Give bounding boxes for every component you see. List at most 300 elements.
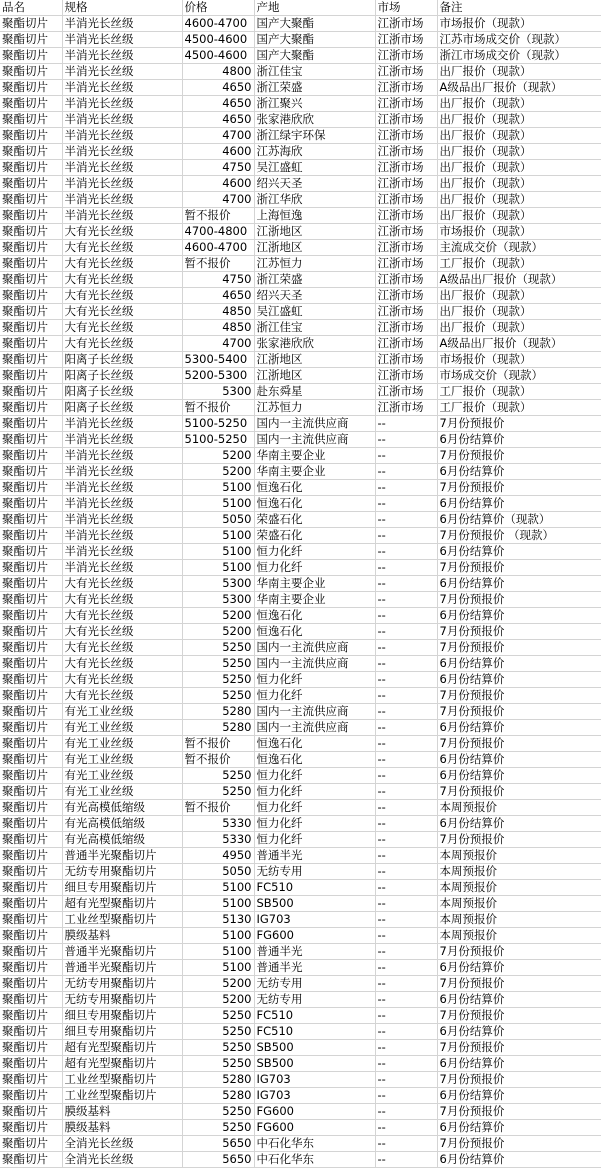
product-name-cell: 聚酯切片 (0, 1008, 62, 1024)
specification-cell: 有光工业丝级 (62, 704, 182, 720)
specification-cell: 半消光长丝级 (62, 480, 182, 496)
table-row (0, 688, 601, 704)
product-name-cell: 聚酯切片 (0, 272, 62, 288)
remarks-cell: 出厂报价（现款） (437, 128, 601, 144)
specification-cell: 普通半光聚酯切片 (62, 848, 182, 864)
price-cell: 4700 (182, 336, 254, 352)
price-cell: 4650 (182, 112, 254, 128)
remarks-cell: 7月份预报价 (437, 1072, 601, 1088)
price-cell: 4800 (182, 64, 254, 80)
remarks-cell: 6月份结算价 (437, 768, 601, 784)
price-cell: 4600 (182, 144, 254, 160)
remarks-cell: 7月份预报价 (437, 704, 601, 720)
remarks-cell: 本周预报价 (437, 896, 601, 912)
origin-cell: 浙江绿宇环保 (254, 128, 375, 144)
product-name-cell: 聚酯切片 (0, 800, 62, 816)
market-cell: -- (375, 896, 437, 912)
remarks-cell: 6月份结算价 (437, 720, 601, 736)
origin-cell: 国产大聚酯 (254, 16, 375, 32)
market-cell: -- (375, 944, 437, 960)
remarks-cell: 7月份预报价 (437, 1008, 601, 1024)
remarks-cell: 7月份预报价 (437, 560, 601, 576)
market-cell: -- (375, 592, 437, 608)
market-cell: 江浙市场 (375, 16, 437, 32)
remarks-cell: 7月份预报价 (437, 640, 601, 656)
price-cell: 5100 (182, 480, 254, 496)
market-cell: 江浙市场 (375, 240, 437, 256)
price-cell: 5250 (182, 1120, 254, 1136)
product-name-cell: 聚酯切片 (0, 1152, 62, 1168)
table-row (0, 1088, 601, 1104)
specification-cell: 有光高模低缩级 (62, 800, 182, 816)
table-row (0, 752, 601, 768)
table-row (0, 1040, 601, 1056)
price-cell: 5130 (182, 912, 254, 928)
product-name-cell: 聚酯切片 (0, 1104, 62, 1120)
table-row (0, 1024, 601, 1040)
table-row (0, 912, 601, 928)
origin-cell: IG703 (254, 1088, 375, 1104)
market-cell: -- (375, 800, 437, 816)
origin-cell: 荣盛石化 (254, 512, 375, 528)
remarks-cell: 7月份预报价 (437, 1040, 601, 1056)
specification-cell: 半消光长丝级 (62, 176, 182, 192)
price-cell: 5250 (182, 1040, 254, 1056)
product-name-cell: 聚酯切片 (0, 688, 62, 704)
remarks-cell: 7月份预报价 （现款） (437, 528, 601, 544)
price-cell: 5250 (182, 656, 254, 672)
remarks-cell: 市场成交价（现款） (437, 368, 601, 384)
table-row (0, 896, 601, 912)
market-cell: -- (375, 816, 437, 832)
market-cell: -- (375, 544, 437, 560)
product-name-cell: 聚酯切片 (0, 656, 62, 672)
remarks-cell: 本周预报价 (437, 880, 601, 896)
origin-cell: FG600 (254, 1104, 375, 1120)
specification-cell: 全消光长丝级 (62, 1136, 182, 1152)
product-name-cell: 聚酯切片 (0, 208, 62, 224)
market-cell: 江浙市场 (375, 224, 437, 240)
specification-cell: 普通半光聚酯切片 (62, 944, 182, 960)
origin-cell: 江苏恒力 (254, 256, 375, 272)
table-row (0, 528, 601, 544)
table-row (0, 656, 601, 672)
specification-cell: 阳离子长丝级 (62, 352, 182, 368)
origin-cell: 无纺专用 (254, 976, 375, 992)
remarks-cell: 本周预报价 (437, 800, 601, 816)
market-cell: 江浙市场 (375, 384, 437, 400)
market-cell: -- (375, 656, 437, 672)
price-cell: 5200 (182, 624, 254, 640)
specification-cell: 普通半光聚酯切片 (62, 960, 182, 976)
product-name-cell: 聚酯切片 (0, 144, 62, 160)
price-cell: 5200 (182, 448, 254, 464)
market-cell: 江浙市场 (375, 320, 437, 336)
price-cell: 5250 (182, 1024, 254, 1040)
remarks-cell: 6月份结算价 (437, 432, 601, 448)
table-row (0, 992, 601, 1008)
specification-cell: 半消光长丝级 (62, 544, 182, 560)
origin-cell: 中石化华东 (254, 1136, 375, 1152)
specification-cell: 有光高模低缩级 (62, 832, 182, 848)
product-name-cell: 聚酯切片 (0, 224, 62, 240)
specification-cell: 大有光长丝级 (62, 240, 182, 256)
table-row (0, 496, 601, 512)
table-row (0, 864, 601, 880)
table-row (0, 96, 601, 112)
origin-cell: FC510 (254, 1008, 375, 1024)
specification-cell: 无纺专用聚酯切片 (62, 992, 182, 1008)
product-name-cell: 聚酯切片 (0, 768, 62, 784)
origin-cell: 绍兴天圣 (254, 176, 375, 192)
market-cell: -- (375, 1136, 437, 1152)
product-name-cell: 聚酯切片 (0, 912, 62, 928)
origin-cell: 恒力化纤 (254, 832, 375, 848)
price-cell: 5300-5400 (182, 352, 254, 368)
specification-cell: 大有光长丝级 (62, 224, 182, 240)
product-name-cell: 聚酯切片 (0, 608, 62, 624)
price-cell: 暂不报价 (182, 800, 254, 816)
table-row (0, 880, 601, 896)
product-name-cell: 聚酯切片 (0, 128, 62, 144)
remarks-cell: A级品出厂报价（现款） (437, 272, 601, 288)
table-row (0, 304, 601, 320)
table-row (0, 192, 601, 208)
table-row (0, 16, 601, 32)
specification-cell: 超有光型聚酯切片 (62, 1040, 182, 1056)
table-row (0, 1136, 601, 1152)
price-cell: 4700-4800 (182, 224, 254, 240)
product-name-cell: 聚酯切片 (0, 160, 62, 176)
remarks-cell: 出厂报价（现款） (437, 304, 601, 320)
header-remarks: 备注 (437, 0, 601, 16)
product-name-cell: 聚酯切片 (0, 1136, 62, 1152)
origin-cell: 华南主要企业 (254, 448, 375, 464)
origin-cell: 国内一主流供应商 (254, 704, 375, 720)
specification-cell: 半消光长丝级 (62, 416, 182, 432)
origin-cell: 普通半光 (254, 944, 375, 960)
table-row (0, 640, 601, 656)
price-cell: 5100 (182, 560, 254, 576)
market-cell: 江浙市场 (375, 352, 437, 368)
market-cell: 江浙市场 (375, 304, 437, 320)
product-name-cell: 聚酯切片 (0, 528, 62, 544)
table-row (0, 400, 601, 416)
header-origin: 产地 (254, 0, 375, 16)
table-row (0, 928, 601, 944)
remarks-cell: 7月份预报价 (437, 736, 601, 752)
price-cell: 5100-5250 (182, 416, 254, 432)
remarks-cell: 出厂报价（现款） (437, 112, 601, 128)
product-name-cell: 聚酯切片 (0, 240, 62, 256)
price-cell: 5300 (182, 576, 254, 592)
price-cell: 暂不报价 (182, 736, 254, 752)
price-cell: 4750 (182, 272, 254, 288)
remarks-cell: 7月份预报价 (437, 944, 601, 960)
market-cell: -- (375, 1152, 437, 1168)
specification-cell: 半消光长丝级 (62, 96, 182, 112)
product-name-cell: 聚酯切片 (0, 64, 62, 80)
market-cell: 江浙市场 (375, 288, 437, 304)
origin-cell: 江浙地区 (254, 368, 375, 384)
market-cell: -- (375, 448, 437, 464)
product-name-cell: 聚酯切片 (0, 944, 62, 960)
table-row (0, 544, 601, 560)
specification-cell: 有光工业丝级 (62, 784, 182, 800)
price-cell: 5300 (182, 384, 254, 400)
remarks-cell: 6月份结算价 (437, 752, 601, 768)
market-cell: 江浙市场 (375, 176, 437, 192)
specification-cell: 半消光长丝级 (62, 32, 182, 48)
table-row (0, 176, 601, 192)
price-cell: 4950 (182, 848, 254, 864)
product-name-cell: 聚酯切片 (0, 432, 62, 448)
specification-cell: 半消光长丝级 (62, 448, 182, 464)
header-row (0, 0, 601, 16)
remarks-cell: 工厂报价（现款） (437, 384, 601, 400)
origin-cell: 恒逸石化 (254, 624, 375, 640)
market-cell: -- (375, 496, 437, 512)
table-row (0, 288, 601, 304)
product-name-cell: 聚酯切片 (0, 752, 62, 768)
specification-cell: 大有光长丝级 (62, 672, 182, 688)
specification-cell: 半消光长丝级 (62, 496, 182, 512)
product-name-cell: 聚酯切片 (0, 112, 62, 128)
product-name-cell: 聚酯切片 (0, 960, 62, 976)
market-cell: -- (375, 1040, 437, 1056)
product-name-cell: 聚酯切片 (0, 464, 62, 480)
remarks-cell: 6月份结算价 (437, 1088, 601, 1104)
product-name-cell: 聚酯切片 (0, 832, 62, 848)
price-cell: 4650 (182, 80, 254, 96)
remarks-cell: 工厂报价（现款） (437, 256, 601, 272)
remarks-cell: 7月份预报价 (437, 784, 601, 800)
specification-cell: 膜级基料 (62, 1120, 182, 1136)
specification-cell: 半消光长丝级 (62, 432, 182, 448)
specification-cell: 超有光型聚酯切片 (62, 896, 182, 912)
remarks-cell: 6月份结算价 (437, 544, 601, 560)
table-row (0, 416, 601, 432)
origin-cell: 浙江聚兴 (254, 96, 375, 112)
origin-cell: IG703 (254, 1072, 375, 1088)
specification-cell: 细旦专用聚酯切片 (62, 1024, 182, 1040)
table-row (0, 1120, 601, 1136)
origin-cell: 国内一主流供应商 (254, 416, 375, 432)
table-row (0, 256, 601, 272)
table-row (0, 48, 601, 64)
market-cell: -- (375, 976, 437, 992)
specification-cell: 全消光长丝级 (62, 1152, 182, 1168)
specification-cell: 大有光长丝级 (62, 624, 182, 640)
product-name-cell: 聚酯切片 (0, 848, 62, 864)
product-name-cell: 聚酯切片 (0, 96, 62, 112)
specification-cell: 半消光长丝级 (62, 80, 182, 96)
table-row (0, 144, 601, 160)
price-cell: 5100 (182, 544, 254, 560)
origin-cell: 华南主要企业 (254, 464, 375, 480)
price-cell: 5650 (182, 1152, 254, 1168)
table-row (0, 768, 601, 784)
market-cell: -- (375, 848, 437, 864)
remarks-cell: 出厂报价（现款） (437, 96, 601, 112)
header-market: 市场 (375, 0, 437, 16)
specification-cell: 细旦专用聚酯切片 (62, 880, 182, 896)
product-name-cell: 聚酯切片 (0, 592, 62, 608)
market-cell: 江浙市场 (375, 144, 437, 160)
remarks-cell: 本周预报价 (437, 864, 601, 880)
remarks-cell: 出厂报价（现款） (437, 288, 601, 304)
remarks-cell: 江苏市场成交价（现款） (437, 32, 601, 48)
price-cell: 5650 (182, 1136, 254, 1152)
remarks-cell: 出厂报价（现款） (437, 64, 601, 80)
origin-cell: 恒力化纤 (254, 560, 375, 576)
specification-cell: 半消光长丝级 (62, 560, 182, 576)
price-cell: 5100 (182, 960, 254, 976)
price-cell: 5200 (182, 608, 254, 624)
remarks-cell: 市场报价（现款） (437, 352, 601, 368)
market-cell: -- (375, 528, 437, 544)
remarks-cell: 7月份预报价 (437, 832, 601, 848)
product-name-cell: 聚酯切片 (0, 560, 62, 576)
remarks-cell: 市场报价（现款） (437, 224, 601, 240)
remarks-cell: 6月份结算价 (437, 656, 601, 672)
price-cell: 4700 (182, 128, 254, 144)
origin-cell: 华南主要企业 (254, 592, 375, 608)
price-cell: 5100 (182, 880, 254, 896)
table-row (0, 800, 601, 816)
product-name-cell: 聚酯切片 (0, 720, 62, 736)
product-name-cell: 聚酯切片 (0, 640, 62, 656)
table-row (0, 448, 601, 464)
product-name-cell: 聚酯切片 (0, 928, 62, 944)
table-row (0, 512, 601, 528)
table-row (0, 720, 601, 736)
origin-cell: 恒逸石化 (254, 608, 375, 624)
table-row (0, 1072, 601, 1088)
remarks-cell: 工厂报价（现款） (437, 400, 601, 416)
origin-cell: FG600 (254, 928, 375, 944)
specification-cell: 半消光长丝级 (62, 128, 182, 144)
price-cell: 5250 (182, 640, 254, 656)
specification-cell: 大有光长丝级 (62, 256, 182, 272)
specification-cell: 半消光长丝级 (62, 16, 182, 32)
market-cell: -- (375, 864, 437, 880)
product-name-cell: 聚酯切片 (0, 864, 62, 880)
market-cell: -- (375, 640, 437, 656)
remarks-cell: 6月份结算价 (437, 464, 601, 480)
specification-cell: 阳离子长丝级 (62, 384, 182, 400)
product-name-cell: 聚酯切片 (0, 80, 62, 96)
table-row (0, 1152, 601, 1168)
origin-cell: 浙江华欣 (254, 192, 375, 208)
market-cell: -- (375, 624, 437, 640)
specification-cell: 超有光型聚酯切片 (62, 1056, 182, 1072)
specification-cell: 大有光长丝级 (62, 640, 182, 656)
remarks-cell: 出厂报价（现款） (437, 176, 601, 192)
remarks-cell: 主流成交价（现款） (437, 240, 601, 256)
market-cell: -- (375, 480, 437, 496)
specification-cell: 半消光长丝级 (62, 512, 182, 528)
specification-cell: 阳离子长丝级 (62, 400, 182, 416)
price-cell: 4850 (182, 320, 254, 336)
table-row (0, 576, 601, 592)
price-cell: 5250 (182, 672, 254, 688)
table-body (0, 16, 601, 1168)
specification-cell: 大有光长丝级 (62, 688, 182, 704)
market-cell: -- (375, 608, 437, 624)
origin-cell: 国产大聚酯 (254, 48, 375, 64)
origin-cell: 张家港欣欣 (254, 336, 375, 352)
specification-cell: 半消光长丝级 (62, 48, 182, 64)
market-cell: -- (375, 720, 437, 736)
origin-cell: 恒力化纤 (254, 784, 375, 800)
origin-cell: 恒力化纤 (254, 800, 375, 816)
remarks-cell: 7月份预报价 (437, 976, 601, 992)
origin-cell: 恒逸石化 (254, 496, 375, 512)
origin-cell: 荣盛石化 (254, 528, 375, 544)
origin-cell: 国内一主流供应商 (254, 656, 375, 672)
specification-cell: 工业丝型聚酯切片 (62, 912, 182, 928)
remarks-cell: 6月份结算价 (437, 576, 601, 592)
origin-cell: SB500 (254, 896, 375, 912)
product-name-cell: 聚酯切片 (0, 624, 62, 640)
product-name-cell: 聚酯切片 (0, 496, 62, 512)
price-cell: 5250 (182, 1056, 254, 1072)
table-row (0, 208, 601, 224)
price-cell: 5300 (182, 592, 254, 608)
remarks-cell: 7月份预报价 (437, 480, 601, 496)
product-name-cell: 聚酯切片 (0, 368, 62, 384)
origin-cell: SB500 (254, 1040, 375, 1056)
table-row (0, 80, 601, 96)
price-cell: 5280 (182, 704, 254, 720)
origin-cell: 浙江佳宝 (254, 64, 375, 80)
origin-cell: 江苏海欣 (254, 144, 375, 160)
origin-cell: 恒逸石化 (254, 480, 375, 496)
table-row (0, 944, 601, 960)
product-name-cell: 聚酯切片 (0, 48, 62, 64)
market-cell: 江浙市场 (375, 160, 437, 176)
origin-cell: 国内一主流供应商 (254, 640, 375, 656)
market-cell: 江浙市场 (375, 256, 437, 272)
market-cell: 江浙市场 (375, 32, 437, 48)
header-price: 价格 (182, 0, 254, 16)
table-row (0, 672, 601, 688)
market-cell: -- (375, 784, 437, 800)
product-name-cell: 聚酯切片 (0, 352, 62, 368)
origin-cell: 张家港欣欣 (254, 112, 375, 128)
specification-cell: 半消光长丝级 (62, 64, 182, 80)
remarks-cell: 本周预报价 (437, 928, 601, 944)
remarks-cell: 7月份预报价 (437, 624, 601, 640)
market-cell: -- (375, 736, 437, 752)
table-row (0, 368, 601, 384)
origin-cell: IG703 (254, 912, 375, 928)
product-name-cell: 聚酯切片 (0, 1024, 62, 1040)
price-cell: 5100 (182, 928, 254, 944)
product-name-cell: 聚酯切片 (0, 784, 62, 800)
table-row (0, 816, 601, 832)
origin-cell: 恒力化纤 (254, 768, 375, 784)
market-cell: 江浙市场 (375, 336, 437, 352)
product-name-cell: 聚酯切片 (0, 880, 62, 896)
market-cell: 江浙市场 (375, 112, 437, 128)
specification-cell: 大有光长丝级 (62, 592, 182, 608)
product-name-cell: 聚酯切片 (0, 320, 62, 336)
price-cell: 4500-4600 (182, 48, 254, 64)
price-cell: 5280 (182, 1088, 254, 1104)
remarks-cell: 出厂报价（现款） (437, 144, 601, 160)
